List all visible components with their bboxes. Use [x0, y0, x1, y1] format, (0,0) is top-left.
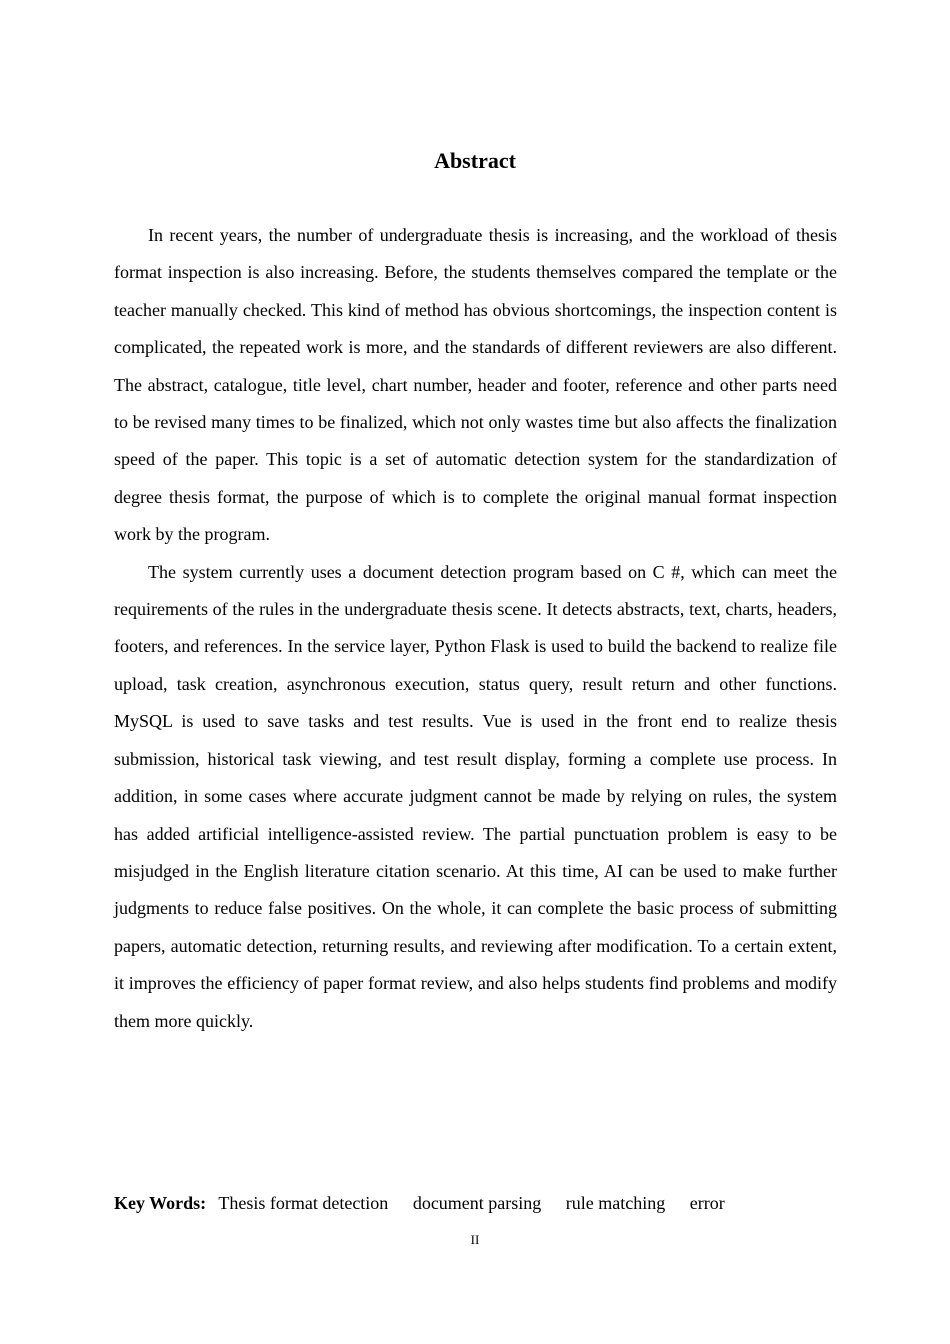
keyword-term: Thesis format detection [218, 1193, 389, 1213]
abstract-paragraph-1: In recent years, the number of undergraduate thesis is increasing, and the workload of thesis format inspection is also increasing. Before, the students themselves compared the template or the teacher manually checked. This kind of method has obvious shortcomings, the inspection content is complicated, the repeated work is more, and the standards of different reviewers are also different. The abstract, catalogue, title level, chart number, header and footer, reference and other parts need to be revised many times to be finalized, which not only wastes time but also affects the finalization speed of the paper. This topic is a set of automatic detection system for the standardization of degree thesis format, the purpose of which is to complete the original manual format inspection work by the program. [114, 225, 837, 545]
page-number: II [470, 1232, 480, 1247]
abstract-body [114, 217, 837, 1040]
keyword-term: document parsing [412, 1193, 542, 1213]
keywords-line [114, 1188, 837, 1218]
keyword-term: error [689, 1193, 725, 1213]
page-title: Abstract [434, 148, 516, 173]
keywords-label: Key Words: [114, 1193, 207, 1213]
abstract-paragraph-2: The system currently uses a document detection program based on C #, which can meet the requirements of the rules in the undergraduate thesis scene. It detects abstracts, text, charts, headers, footers, and references. In the service layer, Python Flask is used to build the backend to realize file upload, task creation, asynchronous execution, status query, result return and other functions. MySQL is used to save tasks and test results. Vue is used in the front end to realize thesis submission, historical task viewing, and test result display, forming a complete use process. In addition, in some cases where accurate judgment cannot be made by relying on rules, the system has added artificial intelligence-assisted review. The partial punctuation problem is easy to be misjudged in the English literature citation scenario. At this time, AI can be used to make further judgments to reduce false positives. On the whole, it can complete the basic process of submitting papers, automatic detection, returning results, and reviewing after modification. To a certain extent, it improves the efficiency of paper format review, and also helps students find problems and modify them more quickly. [114, 561, 837, 1031]
keyword-term: rule matching [565, 1193, 666, 1213]
